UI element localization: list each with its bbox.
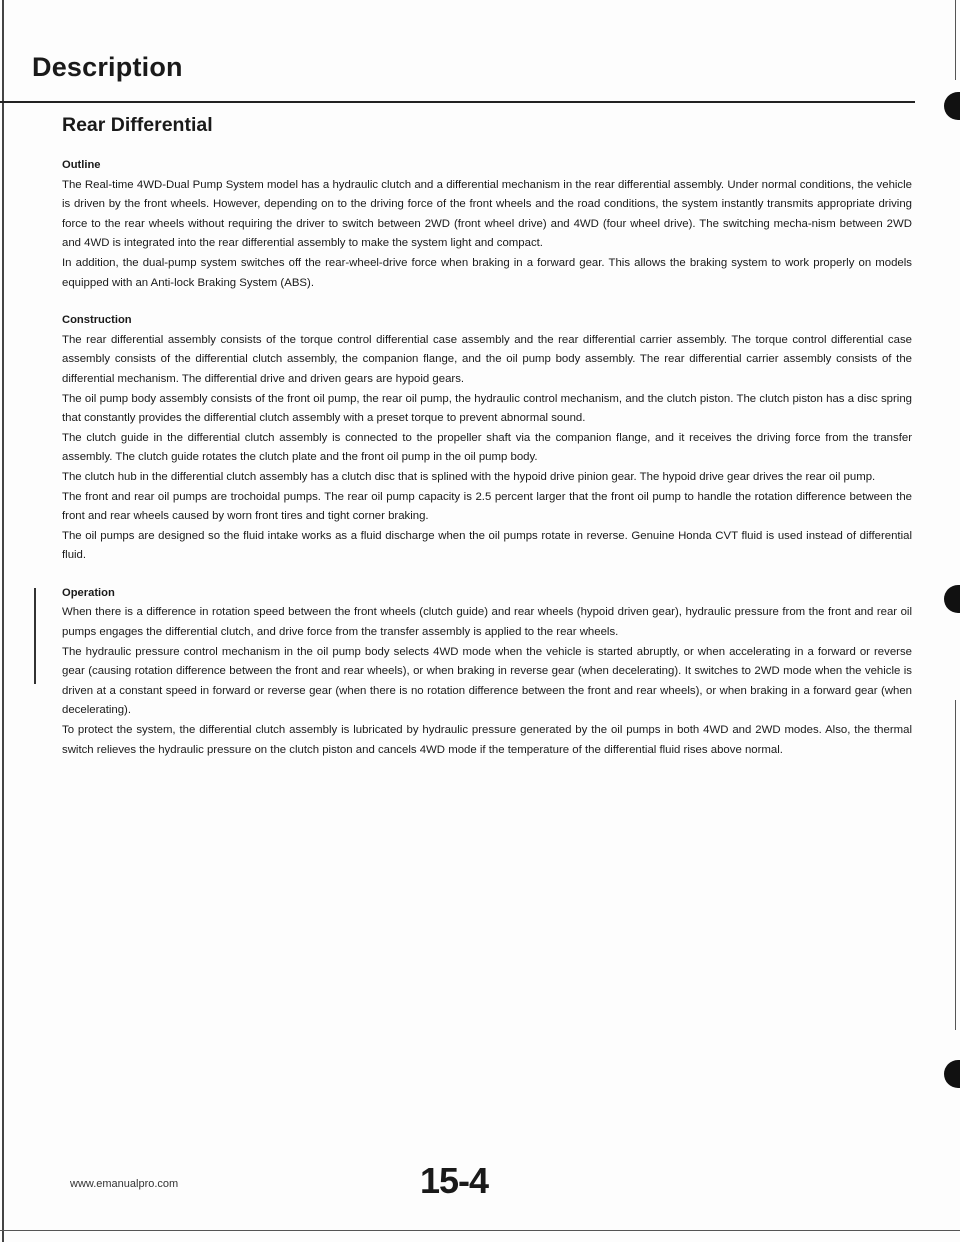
operation-paragraph: The hydraulic pressure control mechanism in the oil pump body selects 4WD mode when the vehicle is started abruptly, or when accelerating in a forward or reverse gear (causing rotation difference between the front and rear wheels), or when braking in reverse gear (when decelerating). It switches to 2WD mode when the vehicle is driven at a constant speed in forward or reverse gear (when there is no rotation difference between the front and rear wheels), or when braking in a forward gear (when decelerating). bbox=[62, 645, 912, 717]
page-number: 15-4 bbox=[420, 1160, 489, 1201]
content-body bbox=[62, 156, 912, 778]
page-title: Description bbox=[32, 52, 183, 82]
title-rule bbox=[0, 101, 915, 103]
scan-edge bbox=[2, 0, 4, 1242]
outline-paragraph: The Real-time 4WD-Dual Pump System model has a hydraulic clutch and a differential mechanism in the rear differential assembly. Under normal conditions, the vehicle is driven by the front wheels. However, depending on to the driving force of the front wheels and the road conditions, the system instantly transmits appropriate driving force to the rear wheels without requiring the driver to switch between 2WD (front wheel drive) and 4WD (four wheel drive). The switching mecha-nism between 2WD and 4WD is integrated into the rear differential assembly to make the system light and compact. bbox=[62, 178, 912, 250]
binder-tab-mark bbox=[944, 1060, 960, 1088]
footer-site: www.emanualpro.com bbox=[70, 1178, 179, 1190]
construction-paragraph: The oil pump body assembly consists of the front oil pump, the rear oil pump, the hydraulic control mechanism, and the clutch piston. The clutch piston has a disc spring that constantly provides the differential clutch assembly with a preset torque to prevent abnormal sound. bbox=[62, 392, 912, 425]
construction-paragraph: The clutch guide in the differential clutch assembly is connected to the propeller shaft via the companion flange, and it receives the driving force from the transfer assembly. The clutch guide rotates the clutch plate and the front oil pump in the oil pump body. bbox=[62, 431, 912, 464]
binder-tab-mark bbox=[944, 92, 960, 120]
page-edge-line bbox=[955, 700, 956, 1030]
construction-paragraph: The rear differential assembly consists of the torque control differential case assembly and the rear differential carrier assembly. The torque control differential case assembly consists of the differential clutch assembly, the companion flange, and the oil pump body assembly. The rear differential carrier assembly consists of the differential mechanism. The differential drive and driven gears are hypoid gears. bbox=[62, 333, 912, 385]
section-title: Rear Differential bbox=[62, 114, 213, 136]
page-edge-line bbox=[955, 0, 956, 80]
construction-paragraph: The oil pumps are designed so the fluid intake works as a fluid discharge when the oil pumps rotate in reverse. Genuine Honda CVT fluid is used instead of differential fluid. bbox=[62, 529, 912, 562]
operation-paragraph: When there is a difference in rotation speed between the front wheels (clutch guide) and rear wheels (hypoid driven gear), hydraulic pressure from the front and rear oil pumps engages the differential clutch, and drive force from the transfer assembly is applied to the rear wheels. bbox=[62, 606, 912, 639]
outline-paragraph: In addition, the dual-pump system switches off the rear-wheel-drive force when braking in a forward gear. This allows the braking system to work properly on models equipped with an Anti-lock Braking System (ABS). bbox=[62, 256, 912, 289]
operation-paragraph: To protect the system, the differential clutch assembly is lubricated by hydraulic pressure generated by the oil pumps in both 4WD and 2WD modes. Also, the thermal switch relieves the hydraulic pressure on the clutch piston and cancels 4WD mode if the temperature of the differential fluid rises above normal. bbox=[62, 724, 912, 756]
construction-heading: Construction bbox=[62, 314, 132, 327]
revision-bar bbox=[34, 588, 36, 684]
binder-tab-mark bbox=[944, 585, 960, 613]
operation-section bbox=[62, 584, 912, 760]
outline-heading: Outline bbox=[62, 159, 101, 171]
bottom-rule bbox=[0, 1230, 960, 1231]
operation-heading: Operation bbox=[62, 586, 115, 599]
outline-section bbox=[62, 156, 912, 293]
construction-section bbox=[62, 311, 912, 566]
construction-paragraph: The front and rear oil pumps are trochoidal pumps. The rear oil pump capacity is 2.5 percent larger that the front oil pump to handle the rotation difference between the front and rear wheels caused by worn front tires and tight corner braking. bbox=[62, 490, 912, 523]
construction-paragraph: The clutch hub in the differential clutch assembly has a clutch disc that is splined with the hypoid drive pinion gear. The hypoid drive gear drives the rear oil pump. bbox=[62, 470, 876, 483]
